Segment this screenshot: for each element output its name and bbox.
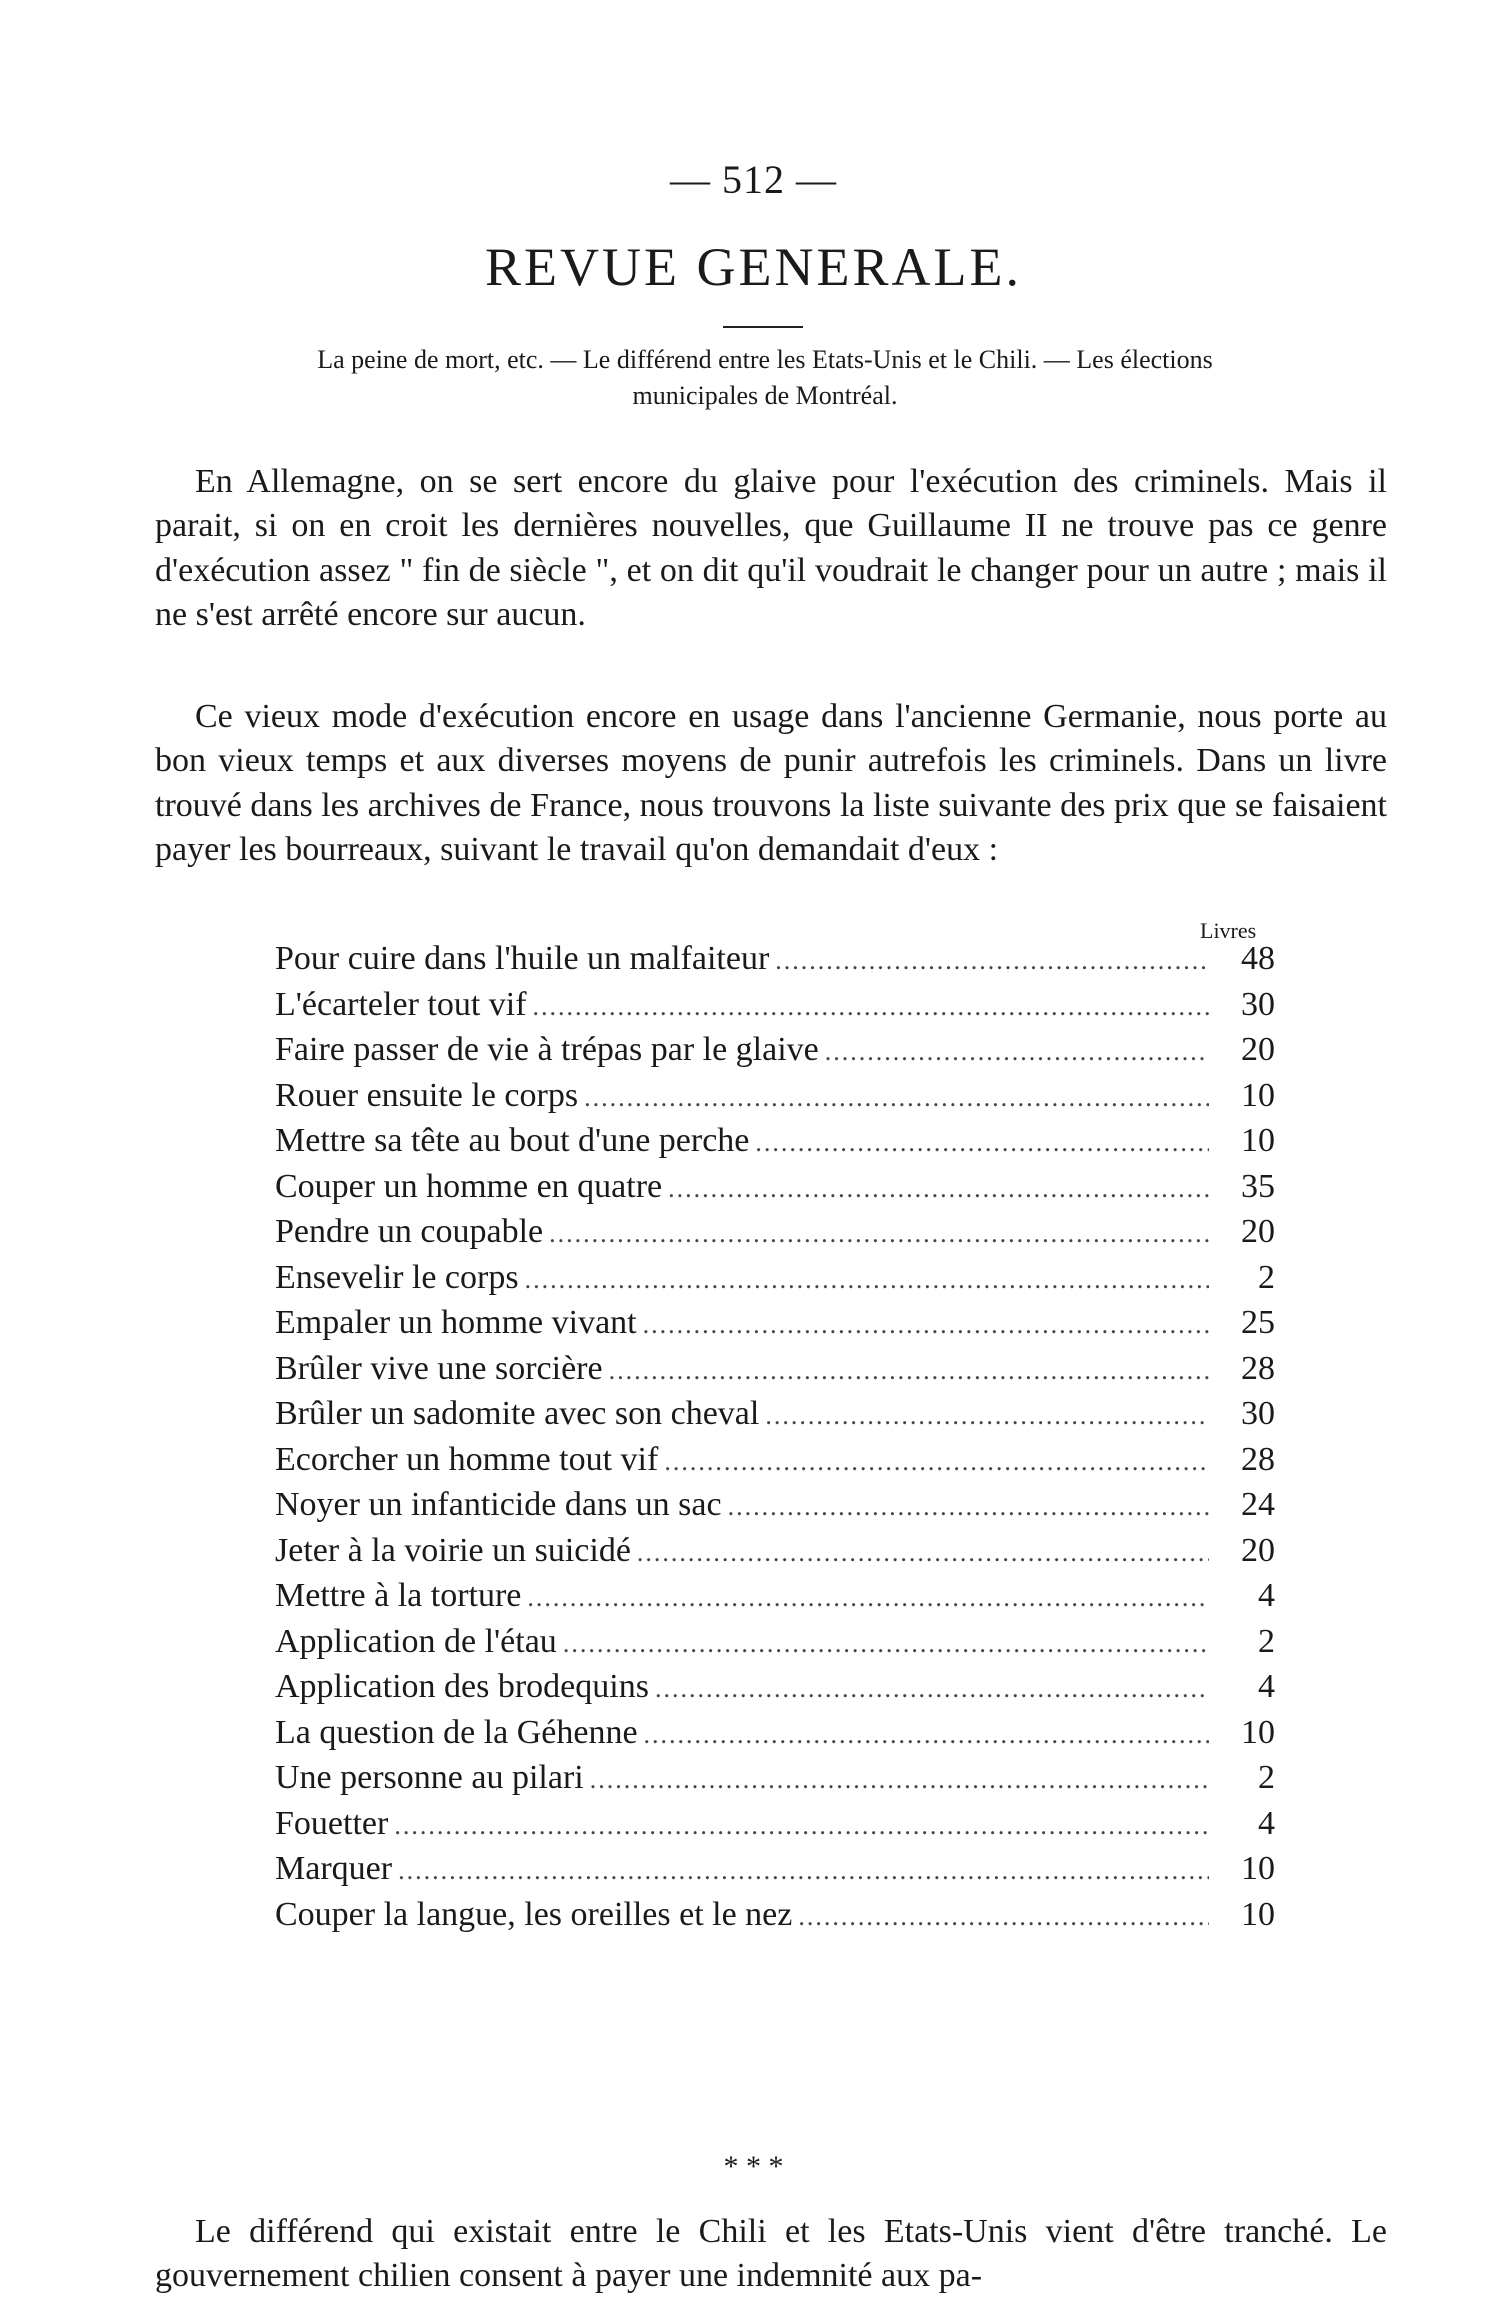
section-break-asterism: * * * bbox=[723, 2150, 784, 2183]
paragraph-text: Le différend qui existait entre le Chili et les Etats-Unis vient d'être tranché. Le gouvernement chilien consent à payer une indemnité aux pa- bbox=[155, 2213, 1387, 2295]
price-row bbox=[275, 1304, 1275, 1350]
price-item-label: Fouetter bbox=[275, 1804, 389, 1842]
price-row bbox=[275, 1623, 1275, 1669]
price-item-label: Brûler vive une sorcière bbox=[275, 1349, 603, 1387]
price-item-value: 48 bbox=[1241, 940, 1275, 977]
paragraph-text: En Allemagne, on se sert encore du glaive pour l'exécution des criminels. Mais il parait, si on en croit les dernières nouvelles, que Guillaume II ne trouve pas ce genre d'exécution assez " fin de siècle ", et on dit qu'il voudrait le changer pour un autre ; mais il ne s'est arrêté encore sur aucun. bbox=[155, 463, 1387, 633]
price-item-value: 30 bbox=[1241, 1395, 1275, 1432]
price-item-value: 10 bbox=[1241, 1122, 1275, 1159]
price-row bbox=[275, 1259, 1275, 1305]
price-item-label: Jeter à la voirie un suicidé bbox=[275, 1531, 631, 1569]
dot-leader bbox=[655, 1674, 1209, 1704]
dot-leader bbox=[394, 1811, 1209, 1841]
price-row bbox=[275, 940, 1275, 986]
price-row bbox=[275, 1077, 1275, 1123]
dot-leader bbox=[609, 1356, 1209, 1386]
price-row bbox=[275, 1668, 1275, 1714]
price-item-label: Ecorcher un homme tout vif bbox=[275, 1440, 659, 1478]
dot-leader bbox=[525, 1265, 1209, 1295]
paragraph-allemagne bbox=[155, 460, 1387, 637]
price-row bbox=[275, 1395, 1275, 1441]
price-row bbox=[275, 1122, 1275, 1168]
page-title: REVUE GENERALE. bbox=[485, 237, 1022, 297]
price-item-label: Ensevelir le corps bbox=[275, 1258, 519, 1296]
price-item-value: 4 bbox=[1258, 1577, 1275, 1614]
price-item-value: 4 bbox=[1258, 1668, 1275, 1705]
price-item-value: 10 bbox=[1241, 1713, 1275, 1751]
section-summary: La peine de mort, etc. — Le différend entre les Etats-Unis et le Chili. — Les élections municipales de Montréal. bbox=[317, 345, 1213, 410]
price-item-label: Faire passer de vie à trépas par le glaive bbox=[275, 1031, 819, 1068]
price-row bbox=[275, 1213, 1275, 1259]
price-item-value: 2 bbox=[1258, 1622, 1275, 1660]
dot-leader bbox=[527, 1583, 1209, 1613]
price-item-label: Application des brodequins bbox=[275, 1668, 649, 1705]
price-row bbox=[275, 1441, 1275, 1487]
price-row bbox=[275, 1031, 1275, 1077]
price-row bbox=[275, 1577, 1275, 1623]
price-item-value: 10 bbox=[1241, 1895, 1275, 1933]
dot-leader bbox=[644, 1720, 1209, 1750]
price-item-label: La question de la Géhenne bbox=[275, 1713, 638, 1751]
dot-leader bbox=[584, 1083, 1209, 1113]
dot-leader bbox=[825, 1037, 1209, 1067]
price-item-label: Empaler un homme vivant bbox=[275, 1304, 637, 1341]
dot-leader bbox=[533, 992, 1209, 1022]
dot-leader bbox=[590, 1765, 1209, 1795]
price-item-value: 20 bbox=[1241, 1531, 1275, 1569]
price-row bbox=[275, 1714, 1275, 1760]
price-row bbox=[275, 1532, 1275, 1578]
dot-leader bbox=[798, 1902, 1209, 1932]
price-item-value: 20 bbox=[1241, 1213, 1275, 1250]
price-item-value: 20 bbox=[1241, 1031, 1275, 1068]
dot-leader bbox=[643, 1310, 1209, 1340]
title-rule bbox=[723, 326, 803, 328]
paragraph-text: Ce vieux mode d'exécution encore en usage dans l'ancienne Germanie, nous porte au bon vieux temps et aux diverses moyens de punir autrefois les criminels. Dans un livre trouvé dans les archives de France, nous trouvons la liste suivante des prix que se faisaient payer les bourreaux, suivant le travail qu'on demandait d'eux : bbox=[155, 698, 1387, 868]
price-item-value: 24 bbox=[1241, 1486, 1275, 1523]
price-item-label: Brûler un sadomite avec son cheval bbox=[275, 1395, 760, 1432]
price-item-label: Noyer un infanticide dans un sac bbox=[275, 1486, 722, 1523]
price-item-value: 10 bbox=[1241, 1076, 1275, 1114]
price-item-value: 30 bbox=[1241, 985, 1275, 1023]
price-item-value: 35 bbox=[1241, 1167, 1275, 1205]
dot-leader bbox=[637, 1538, 1209, 1568]
price-row bbox=[275, 986, 1275, 1032]
price-item-label: Mettre sa tête au bout d'une perche bbox=[275, 1122, 750, 1159]
price-item-label: Pendre un coupable bbox=[275, 1213, 544, 1250]
price-item-label: Application de l'étau bbox=[275, 1622, 557, 1660]
price-item-value: 2 bbox=[1258, 1759, 1275, 1796]
price-item-label: L'écarteler tout vif bbox=[275, 985, 527, 1023]
page-number: — 512 — bbox=[670, 157, 837, 202]
price-item-value: 10 bbox=[1241, 1850, 1275, 1887]
price-row bbox=[275, 1896, 1275, 1942]
dot-leader bbox=[549, 1219, 1209, 1249]
price-row bbox=[275, 1486, 1275, 1532]
dot-leader bbox=[668, 1174, 1209, 1204]
price-item-value: 28 bbox=[1241, 1440, 1275, 1478]
paragraph-germanie bbox=[155, 695, 1387, 872]
price-item-value: 25 bbox=[1241, 1304, 1275, 1341]
price-item-label: Couper la langue, les oreilles et le nez bbox=[275, 1895, 793, 1933]
dot-leader bbox=[664, 1447, 1209, 1477]
price-item-value: 2 bbox=[1258, 1258, 1275, 1296]
price-item-value: 4 bbox=[1258, 1804, 1275, 1842]
dot-leader bbox=[755, 1128, 1209, 1158]
price-row bbox=[275, 1805, 1275, 1851]
paragraph-chili bbox=[155, 2210, 1387, 2299]
price-item-label: Pour cuire dans l'huile un malfaiteur bbox=[275, 940, 770, 977]
dot-leader bbox=[775, 946, 1209, 976]
price-item-label: Une personne au pilari bbox=[275, 1759, 584, 1796]
price-row bbox=[275, 1168, 1275, 1214]
price-item-label: Rouer ensuite le corps bbox=[275, 1076, 579, 1114]
dot-leader bbox=[765, 1401, 1209, 1431]
price-list bbox=[275, 940, 1275, 1941]
price-item-value: 28 bbox=[1241, 1349, 1275, 1387]
price-item-label: Marquer bbox=[275, 1850, 393, 1887]
dot-leader bbox=[728, 1492, 1209, 1522]
price-row bbox=[275, 1850, 1275, 1896]
dot-leader bbox=[563, 1629, 1209, 1659]
price-unit-label: Livres bbox=[1200, 918, 1257, 943]
price-row bbox=[275, 1759, 1275, 1805]
price-item-label: Mettre à la torture bbox=[275, 1577, 522, 1614]
dot-leader bbox=[398, 1856, 1209, 1886]
price-row bbox=[275, 1350, 1275, 1396]
price-item-label: Couper un homme en quatre bbox=[275, 1167, 663, 1205]
